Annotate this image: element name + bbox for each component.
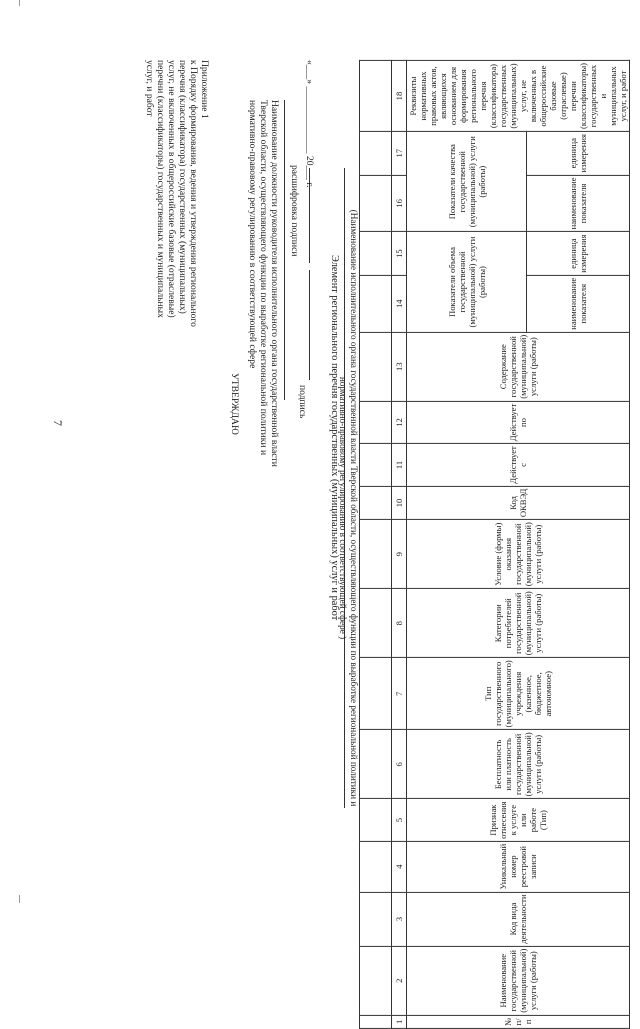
column-number: 18 (392, 61, 407, 132)
header-c15: единица измерения (527, 232, 630, 275)
signature-line (309, 270, 310, 380)
header-c6: Бесплатность или платность государственной (муниципальной) услуги (работы) (407, 730, 630, 799)
column-number: 6 (392, 730, 407, 799)
official-underline (284, 100, 285, 400)
header-empty (360, 841, 392, 892)
header-c18: Реквизиты нормативных правовых актов, являющихся основанием для формирования регионального перечня (классификатора) государственных (муниципальных) услуг, не включенных в общероссийские базовые (отраслевые) перечни (классификаторы) государственных и муниципальных услуг, и работ (407, 61, 630, 132)
column-number: 2 (392, 946, 407, 1015)
official-line: Наименование должности руководителя исполнительного органа государственной власти (269, 100, 280, 467)
header-empty (360, 132, 392, 175)
header-empty (360, 275, 392, 332)
column-number: 9 (392, 520, 407, 589)
column-number: 5 (392, 799, 407, 841)
header-empty (360, 799, 392, 841)
header-empty (360, 946, 392, 1015)
decoding-label: расшифровка подписи (289, 165, 300, 257)
header-empty (360, 589, 392, 658)
header-quality-group: Показатели качества государственной (муниципальной) услуги (работы) (407, 132, 527, 232)
scan-mark (19, 895, 20, 903)
organ-label (337, 168, 359, 848)
header-volume-group: Показатели объема государственной (муниципальной) услуги (работы) (407, 232, 527, 332)
header-empty (360, 332, 392, 401)
elements-table (359, 60, 630, 1029)
appendix-block (144, 60, 210, 400)
column-number: 13 (392, 332, 407, 401)
column-number: 16 (392, 175, 407, 232)
header-empty (360, 61, 392, 132)
header-c3: Код вида деятельности (407, 892, 630, 946)
header-c2: Наименование государственной (муниципальной) услуги (работы) (407, 946, 630, 1015)
column-number: 8 (392, 589, 407, 658)
header-empty (360, 444, 392, 486)
official-line: Тверской области, осуществляющего функции по выработке региональной политики и (258, 100, 269, 456)
column-number: 1 (392, 1015, 407, 1028)
appendix-line: перечни (классификаторы) государственных и муниципальных (155, 60, 166, 318)
header-c16: наименование показателя (527, 175, 630, 232)
header-c8: Категории потребителей государственной (муниципальной) услуги (работы) (407, 589, 630, 658)
organ-label-line: нормативно-правовому регулированию в соответствующей сфере ) (338, 376, 348, 640)
header-c12: Действует по (407, 401, 630, 443)
page-number: 7 (51, 420, 65, 426)
header-c9: Условие (формы) оказания государственной (муниципальной) услуги (работы) (407, 520, 630, 589)
header-empty (360, 401, 392, 443)
document-title: Элемент регионального перечня государственных (муниципальных) услуг и работ (329, 255, 340, 621)
organ-label-line: (Наименование исполнительного органа государственной власти Тверской области, осуществляющего функции по выработке региональной политики и (349, 209, 359, 807)
appendix-line: к Порядку формирования, ведения и утверждения регионального (188, 60, 199, 327)
header-empty (360, 658, 392, 730)
column-number: 3 (392, 892, 407, 946)
column-number: 10 (392, 486, 407, 519)
header-c17: единица измерения (527, 132, 630, 175)
approve-official (247, 100, 280, 490)
column-number: 4 (392, 841, 407, 892)
appendix-line: перечня (классификатора) государственных (муниципальных) (177, 60, 188, 314)
header-c14: наименование показателя (527, 275, 630, 332)
appendix-line: услуг, не включенных в общероссийские базовые (отраслевые) (166, 60, 177, 318)
official-line: нормативно-правовому регулированию в соответствующей сфере (247, 100, 258, 369)
header-empty (360, 232, 392, 275)
header-c11: Действует с (407, 444, 630, 486)
column-number: 7 (392, 658, 407, 730)
header-c4: Уникальный номер реестровой записи (407, 841, 630, 892)
appendix-line: услуг, и работ (144, 60, 155, 117)
header-empty (360, 520, 392, 589)
header-c1: № п/п (407, 1015, 630, 1028)
header-empty (360, 486, 392, 519)
header-c13: Содержание государственной (муниципальной) услуги (работы) (407, 332, 630, 401)
header-c10: Код ОКВЭД (407, 486, 630, 519)
date-line: «___» ______________ 20___ г. (304, 60, 315, 188)
header-empty (360, 175, 392, 232)
header-empty (360, 892, 392, 946)
signature-label: подпись (297, 385, 308, 419)
header-c7: Тип государственного (муниципального) учреждения (казенное, бюджетное, автономное) (407, 658, 630, 730)
header-empty (360, 1015, 392, 1028)
scan-mark (19, 0, 20, 6)
approve-title: УТВЕРЖДАЮ (229, 373, 240, 435)
column-number: 14 (392, 275, 407, 332)
header-c5: Признак отнесения к услуге или работе (Тип) (407, 799, 630, 841)
header-empty (360, 730, 392, 799)
column-number: 11 (392, 444, 407, 486)
column-number: 17 (392, 132, 407, 175)
column-number: 12 (392, 401, 407, 443)
appendix-line: Приложение 1 (199, 60, 210, 119)
column-number: 15 (392, 232, 407, 275)
